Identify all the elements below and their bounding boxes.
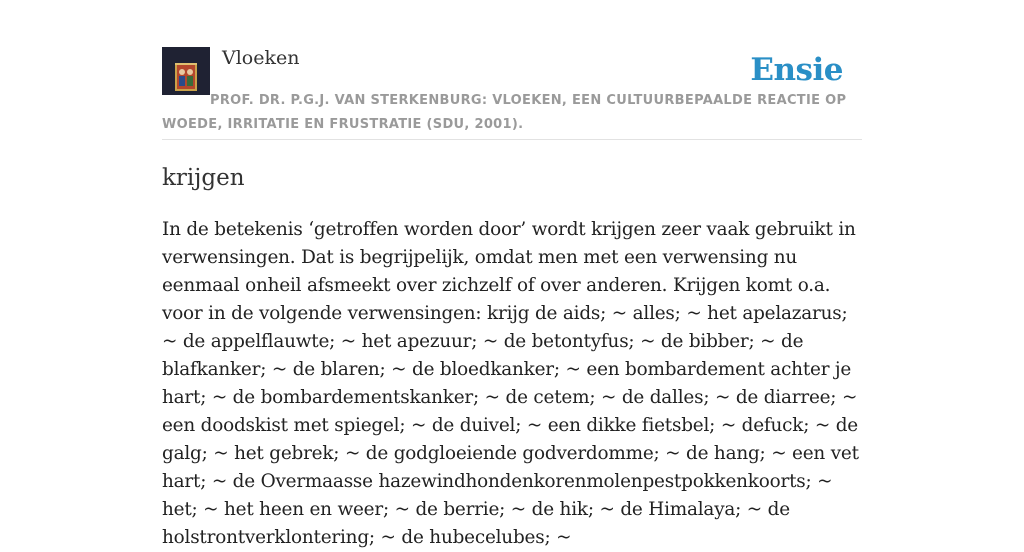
entry-title: krijgen: [162, 165, 245, 191]
ensie-logo[interactable]: Ensie: [750, 52, 843, 88]
book-cover-illustration: [162, 47, 210, 95]
book-header: [162, 46, 862, 140]
book-title[interactable]: Vloeken: [222, 47, 300, 69]
source-citation: PROF. DR. P.G.J. VAN STERKENBURG: VLOEKEN, EEN CULTUURBEPAALDE REACTIE OP WOEDE, IRRITATIE EN FRUSTRATIE (SDU, 2001).: [162, 93, 847, 132]
entry-body: In de betekenis ‘getroffen worden door’ wordt krijgen zeer vaak gebruikt in verwensingen. Dat is begrijpelijk, omdat men met een verwensing nu eenmaal onheil afsmeekt over zichzelf of over anderen. Krijgen komt o.a. voor in de volgende verwensingen: krijg de aids; ~ alles; ~ het apelazarus; ~ de appelflauwte; ~ het apezuur; ~ de betontyfus; ~ de bibber; ~ de blafkanker; ~ de blaren; ~ de bloedkanker; ~ een bombardement achter je hart; ~ de bombardementskanker; ~ de cetem; ~ de dalles; ~ de diarree; ~ een doodskist met spiegel; ~ de duivel; ~ een dikke fietsbel; ~ defuck; ~ de galg; ~ het gebrek; ~ de godgloeiende godverdomme; ~ de hang; ~ een vet hart; ~ de Overmaasse hazewindhondenkorenmolenpestpokkenkoorts; ~ het; ~ het heen en weer; ~ de berrie; ~ de hik; ~ de Himalaya; ~ de holstrontverklontering; ~ de hubecelubes; ~: [162, 219, 859, 548]
book-cover-icon[interactable]: [162, 47, 210, 95]
